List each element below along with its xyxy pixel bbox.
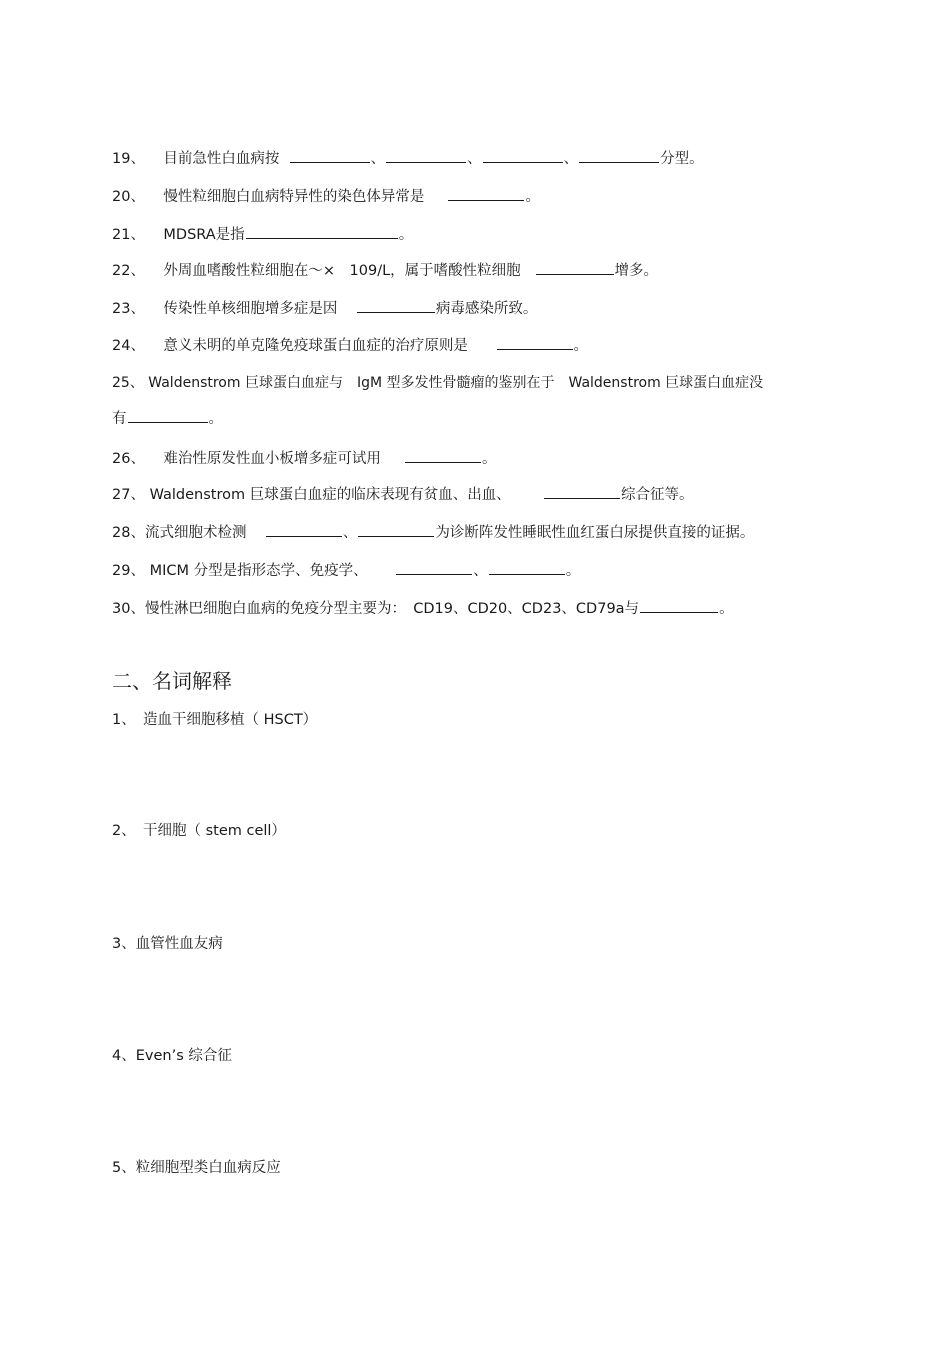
question-number: 20、 <box>112 189 145 205</box>
answer-blank[interactable] <box>386 148 466 163</box>
answer-blank[interactable] <box>396 560 472 575</box>
question-text: 。 <box>525 189 540 205</box>
answer-blank[interactable] <box>266 522 342 537</box>
question-text: 综合征等。 <box>620 487 694 503</box>
question-26 <box>112 448 496 469</box>
question-number: 23、 <box>112 301 145 317</box>
question-number: 19、 <box>112 151 145 167</box>
question-text: 、 <box>370 151 386 167</box>
question-23 <box>112 298 537 319</box>
term-5: 5、粒细胞型类白血病反应 <box>112 1160 281 1176</box>
answer-blank[interactable] <box>640 598 718 613</box>
question-30 <box>112 598 734 619</box>
question-text: 流式细胞术检测 <box>144 525 247 541</box>
question-21 <box>112 224 413 245</box>
question-text: 病毒感染所致。 <box>435 301 538 317</box>
question-text: 。 <box>208 411 223 427</box>
answer-blank[interactable] <box>358 522 434 537</box>
answer-blank[interactable] <box>544 484 620 499</box>
answer-blank[interactable] <box>579 148 659 163</box>
question-number: 28、 <box>112 525 145 541</box>
question-24 <box>112 335 588 356</box>
question-number: 27、 <box>112 487 145 503</box>
question-text: Waldenstrom 巨球蛋白血症的临床表现有贫血、出血、 <box>149 487 511 503</box>
question-text: 、 <box>563 151 579 167</box>
answer-blank[interactable] <box>448 186 524 201</box>
answer-blank[interactable] <box>489 560 565 575</box>
question-text: 。 <box>481 451 497 467</box>
question-text: 外周血嗜酸性粒细胞在～× 109/L，属于嗜酸性粒细胞 <box>163 263 521 279</box>
question-text: 。 <box>398 227 414 243</box>
answer-blank[interactable] <box>497 335 573 350</box>
question-text: 为诊断阵发性睡眠性血红蛋白尿提供直接的证据。 <box>435 525 755 541</box>
answer-blank[interactable] <box>128 408 208 423</box>
question-text: 分型。 <box>660 151 704 167</box>
term-4: 4、Even’s 综合征 <box>112 1048 232 1064</box>
answer-blank[interactable] <box>536 260 614 275</box>
question-number: 26、 <box>112 451 145 467</box>
question-19 <box>112 148 704 169</box>
question-text: 慢性淋巴细胞白血病的免疫分型主要为： CD19、CD20、CD23、CD79a与 <box>144 601 640 617</box>
answer-blank[interactable] <box>483 148 563 163</box>
answer-blank[interactable] <box>357 298 435 313</box>
question-20 <box>112 186 540 207</box>
question-text: 、 <box>342 525 358 541</box>
question-text: 有 <box>112 411 127 427</box>
question-text: 传染性单核细胞增多症是因 <box>163 301 338 317</box>
question-number: 24、 <box>112 338 145 354</box>
question-27 <box>112 484 693 505</box>
question-22 <box>112 260 658 281</box>
term-1: 1、 造血干细胞移植（ HSCT） <box>112 712 318 728</box>
question-number: 22、 <box>112 263 145 279</box>
question-number: 30、 <box>112 601 145 617</box>
term-2: 2、 干细胞（ stem cell） <box>112 823 286 839</box>
question-28 <box>112 522 754 543</box>
term-3: 3、血管性血友病 <box>112 936 223 952</box>
question-text: 、 <box>473 563 488 579</box>
section-heading: 二、名词解释 <box>112 669 232 693</box>
question-25-continued <box>112 408 223 429</box>
answer-blank[interactable] <box>405 448 481 463</box>
question-text: Waldenstrom 巨球蛋白血症与 IgM 型多发性骨髓瘤的鉴别在于 Waldenstrom 巨球蛋白血症没 <box>148 375 764 391</box>
question-text: MDSRA是指 <box>163 227 245 243</box>
question-29 <box>112 560 580 581</box>
question-text: MICM 分型是指形态学、免疫学、 <box>149 563 368 579</box>
question-number: 29、 <box>112 563 145 579</box>
question-text: 难治性原发性血小板增多症可试用 <box>163 451 381 467</box>
question-text: 目前急性白血病按 <box>163 151 280 167</box>
question-number: 21、 <box>112 227 145 243</box>
question-25 <box>112 373 763 393</box>
question-text: 意义未明的单克隆免疫球蛋白血症的治疗原则是 <box>163 338 468 354</box>
question-text: 、 <box>467 151 482 167</box>
question-number: 25、 <box>112 375 144 391</box>
question-text: 。 <box>719 601 734 617</box>
answer-blank[interactable] <box>290 148 370 163</box>
answer-blank[interactable] <box>246 224 398 239</box>
question-text: 增多。 <box>614 263 659 279</box>
question-text: 。 <box>573 338 589 354</box>
question-text: 。 <box>565 563 581 579</box>
question-text: 慢性粒细胞白血病特异性的染色体异常是 <box>163 189 425 205</box>
